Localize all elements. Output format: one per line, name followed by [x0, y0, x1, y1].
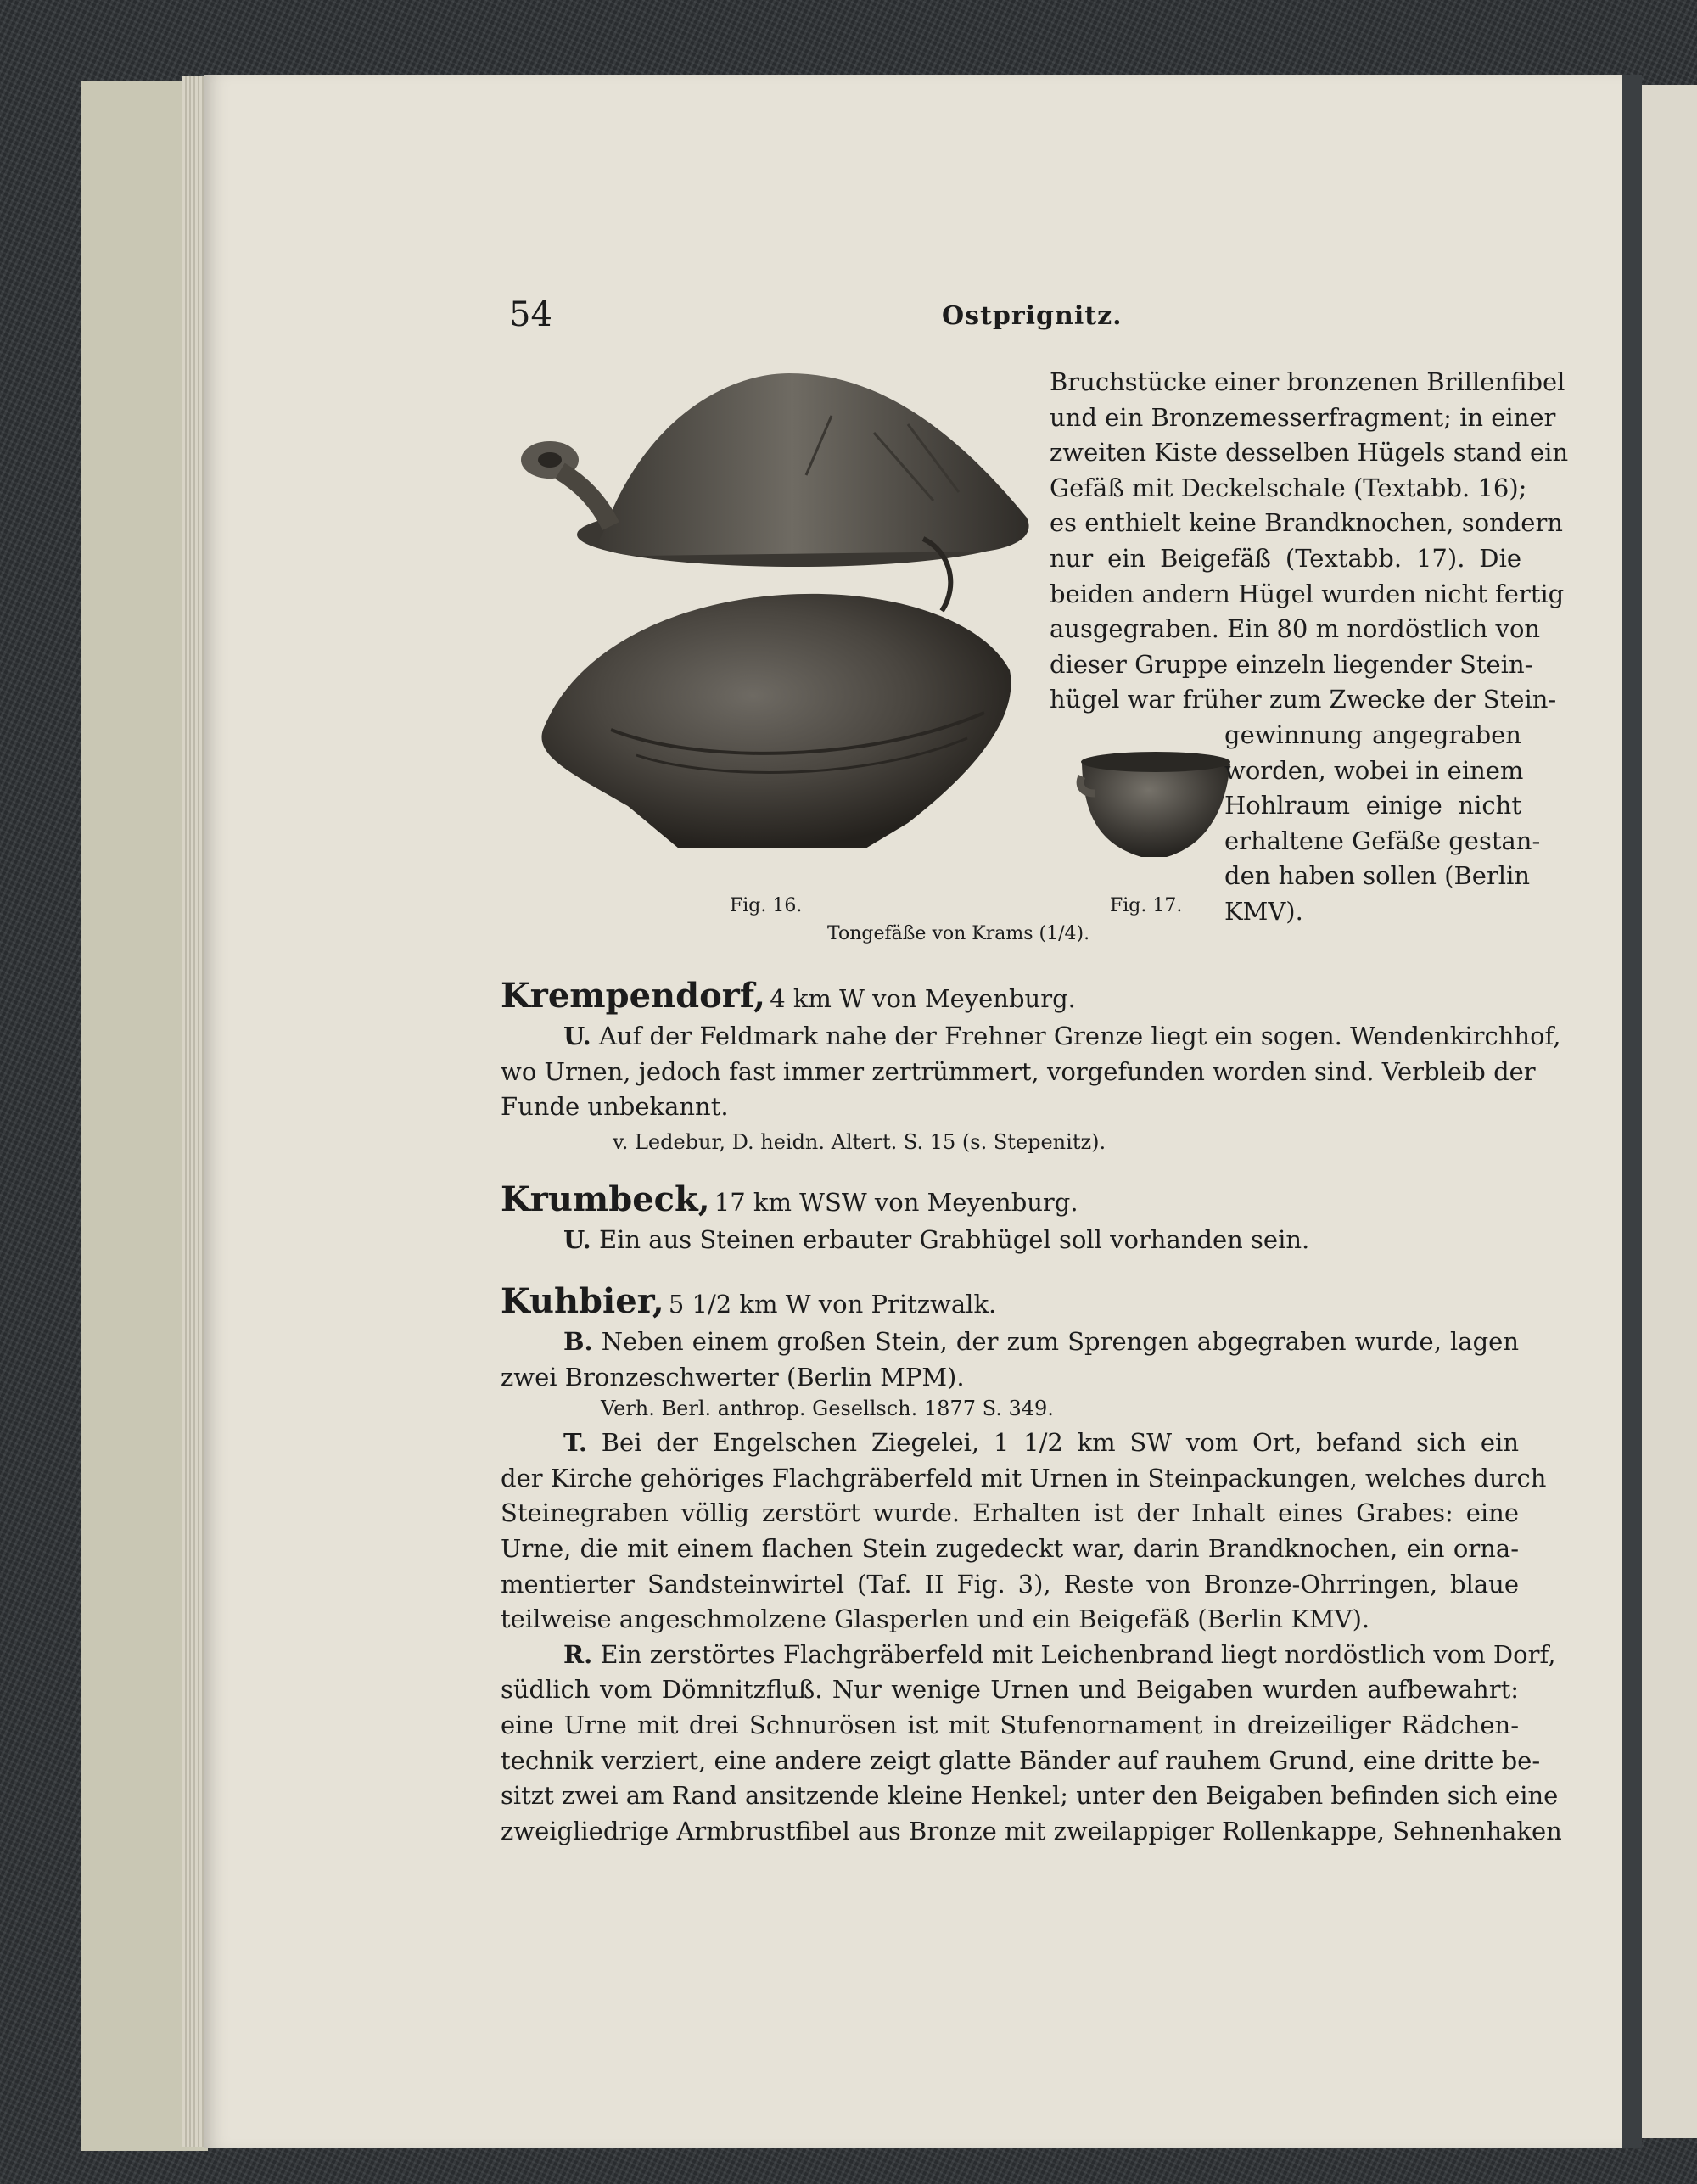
text-line: R. Ein zerstörtes Flachgräberfeld mit Leichenbrand liegt nordöstlich vom Dorf, — [563, 1639, 1556, 1669]
figure-17-cup-image — [1073, 747, 1235, 865]
text-line: hügel war früher zum Zwecke der Stein- — [1050, 685, 1557, 714]
entry-paragraph-r — [501, 1638, 1562, 1850]
entry-paragraph — [501, 1019, 1561, 1125]
entry-heading: Kuhbier, — [501, 1281, 664, 1321]
section-label: U. — [563, 1225, 591, 1254]
entry-location: 5 1/2 km W von Pritzwalk. — [668, 1290, 997, 1319]
text-line: Funde unbekannt. — [501, 1092, 729, 1122]
figure-16-urn-image — [509, 365, 1052, 874]
text-line: den haben sollen (Berlin — [1224, 861, 1531, 891]
entry-krumbeck — [501, 1179, 1519, 1258]
text-line: wo Urnen, jedoch fast immer zertrümmert, vorgefunden worden sind. Verbleib der — [501, 1056, 1536, 1086]
text-line: U. Ein aus Steinen erbauter Grabhügel soll vorhanden sein. — [563, 1225, 1310, 1254]
figure-caption: Tongefäße von Krams (1/4). — [827, 923, 1090, 944]
text-line: südlich vom Dömnitzfluß. Nur wenige Urnen und Beigaben wurden aufbewahrt: — [501, 1675, 1519, 1705]
figure-17-label: Fig. 17. — [1110, 895, 1183, 916]
page-number: 54 — [509, 295, 552, 334]
text-line: Bruchstücke einer bronzenen Brillenfibel — [1050, 367, 1565, 396]
text-line: nur ein Beigefäß (Textabb. 17). Die — [1050, 543, 1521, 573]
entry-paragraph — [501, 1223, 1519, 1258]
text-line: und ein Bronzemesserfragment; in einer — [1050, 402, 1556, 432]
text-line: Urne, die mit einem flachen Stein zugedeckt war, darin Brandknochen, ein orna- — [501, 1533, 1519, 1563]
running-title: Ostprignitz. — [942, 301, 1123, 331]
text-line: sitzt zwei am Rand ansitzende kleine Henkel; unter den Beigaben befinden sich eine — [501, 1781, 1559, 1811]
text-line: zweigliedrige Armbrustfibel aus Bronze mit zweilappiger Rollenkappe, Sehnenhaken — [501, 1816, 1562, 1845]
text-line: beiden andern Hügel wurden nicht fertig — [1050, 579, 1565, 608]
figure-16-label: Fig. 16. — [730, 895, 803, 916]
section-label: U. — [563, 1022, 591, 1050]
urn-lid — [599, 373, 1028, 556]
text-line: zweiten Kiste desselben Hügels stand ein — [1050, 438, 1569, 468]
text-line: Gefäß mit Deckelschale (Textabb. 16); — [1050, 473, 1527, 502]
text-line: technik verziert, eine andere zeigt glatte Bänder auf rauhem Grund, eine dritte be- — [501, 1745, 1541, 1775]
next-page-edge — [1642, 85, 1697, 2138]
entry-kuhbier — [501, 1281, 1562, 1849]
entry-paragraph-b — [501, 1324, 1519, 1395]
entry-heading: Krempendorf, — [501, 976, 766, 1016]
section-label: T. — [563, 1428, 587, 1458]
text-line: eine Urne mit drei Schnurösen ist mit Stufenornament in dreizeiliger Rädchen- — [501, 1710, 1519, 1739]
text-line: U. Auf der Feldmark nahe der Frehner Grenze liegt ein sogen. Wendenkirchhof, — [563, 1022, 1561, 1050]
entry-location: 4 km W von Meyenburg. — [770, 984, 1076, 1013]
text-line: es enthielt keine Brandknochen, sondern — [1050, 508, 1563, 538]
text-line: dieser Gruppe einzeln liegender Stein- — [1050, 649, 1533, 679]
right-column-text — [1050, 365, 1569, 718]
text-line: KMV). — [1224, 896, 1303, 926]
narrow-column-text — [1224, 718, 1541, 930]
text-line: Hohlraum einige nicht — [1224, 791, 1521, 820]
section-label: B. — [563, 1327, 593, 1356]
text-line: worden, wobei in einem — [1224, 755, 1524, 785]
urn-body — [541, 594, 1011, 848]
text-line: T. Bei der Engelschen Ziegelei, 1 1/2 km SW vom Ort, befand sich ein — [563, 1428, 1520, 1458]
entry-krempendorf — [501, 976, 1561, 1154]
text-line: mentierter Sandsteinwirtel (Taf. II Fig. 3), Reste von Bronze-Ohrringen, blaue — [501, 1569, 1519, 1599]
text-line: Steinegraben völlig zerstört wurde. Erhalten ist der Inhalt eines Grabes: eine — [501, 1498, 1519, 1528]
book-gutter — [1622, 75, 1642, 2148]
text-line: teilweise angeschmolzene Glasperlen und ein Beigefäß (Berlin KMV). — [501, 1604, 1370, 1634]
section-label: R. — [563, 1639, 593, 1669]
text-line: gewinnung angegraben — [1224, 720, 1521, 749]
text-line: zwei Bronzeschwerter (Berlin MPM). — [501, 1362, 965, 1392]
text-line: der Kirche gehöriges Flachgräberfeld mit Urnen in Steinpackungen, welches durch — [501, 1463, 1547, 1492]
text-line: erhaltene Gefäße gestan- — [1224, 826, 1541, 855]
reference-citation: v. Ledebur, D. heidn. Altert. S. 15 (s. Stepenitz). — [613, 1129, 1106, 1154]
text-line: B. Neben einem großen Stein, der zum Sprengen abgegraben wurde, lagen — [563, 1327, 1520, 1356]
entry-paragraph-t — [501, 1425, 1547, 1638]
reference-citation: Verh. Berl. anthrop. Gesellsch. 1877 S. 349. — [601, 1397, 1054, 1421]
entry-location: 17 km WSW von Meyenburg. — [714, 1188, 1078, 1217]
entry-heading: Krumbeck, — [501, 1179, 710, 1219]
text-line: ausgegraben. Ein 80 m nordöstlich von — [1050, 614, 1541, 644]
